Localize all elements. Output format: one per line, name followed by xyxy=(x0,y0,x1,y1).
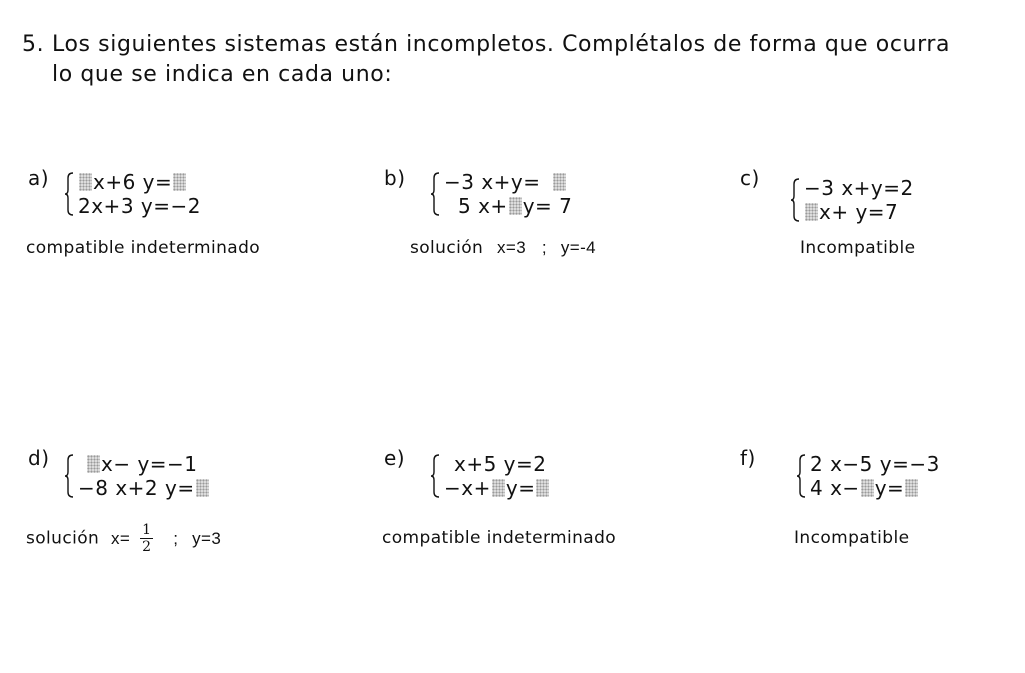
solution-y: y=3 xyxy=(192,528,222,548)
item-b-condition xyxy=(410,238,596,258)
item-f-eq2-post: y= xyxy=(874,476,905,500)
blank-box[interactable] xyxy=(87,455,100,473)
brace-icon xyxy=(796,454,806,498)
item-b-eq1-text: −3 x+y= xyxy=(444,170,541,194)
item-f-eq1-text: 2 x−5 y=−3 xyxy=(810,452,940,476)
item-a-eq2-text: 2x+3 y=−2 xyxy=(78,194,201,218)
blank-box[interactable] xyxy=(861,479,874,497)
item-e-eq2 xyxy=(444,476,550,500)
blank-box[interactable] xyxy=(905,479,918,497)
blank-box[interactable] xyxy=(173,173,186,191)
solution-x: x=3 xyxy=(497,238,527,257)
blank-box[interactable] xyxy=(805,203,818,221)
item-a-system xyxy=(64,170,201,218)
blank-box[interactable] xyxy=(536,479,549,497)
solution-separator: ; xyxy=(541,238,548,257)
item-a-condition: compatible indeterminado xyxy=(26,238,261,258)
fraction-denominator: 2 xyxy=(142,539,152,555)
item-a-eq1-text: x+6 y= xyxy=(93,170,173,194)
item-d-eq2 xyxy=(78,476,210,500)
solution-y: y=-4 xyxy=(560,238,597,257)
solution-x: x= xyxy=(111,528,131,548)
item-b-letter: b) xyxy=(384,166,406,190)
item-c-eq1-text: −3 x+y=2 xyxy=(804,176,914,200)
blank-box[interactable] xyxy=(79,173,92,191)
item-b-eq1 xyxy=(444,170,572,194)
brace-icon xyxy=(790,178,800,222)
item-f-system xyxy=(796,452,940,500)
item-b-eq2 xyxy=(444,194,572,218)
item-d-eq2-text: −8 x+2 y= xyxy=(78,476,195,500)
item-e-eq1-text: x+5 y=2 xyxy=(454,452,547,476)
solution-separator: ; xyxy=(173,528,179,548)
item-c-eq2-text: x+ y=7 xyxy=(819,200,899,224)
item-e-letter: e) xyxy=(384,446,406,470)
item-f-eq1 xyxy=(810,452,940,476)
item-d-condition xyxy=(26,522,221,555)
item-f-eq2 xyxy=(810,476,940,500)
item-b-system xyxy=(430,170,572,218)
item-e-eq2-post: y= xyxy=(505,476,536,500)
item-d-letter: d) xyxy=(28,446,50,470)
item-a-letter: a) xyxy=(28,166,50,190)
solution-label: solución xyxy=(410,238,484,258)
item-f-eq2-pre: 4 x− xyxy=(810,476,860,500)
item-c-eq2 xyxy=(804,200,914,224)
problem-line-1 xyxy=(22,30,1002,60)
item-e-system xyxy=(430,452,550,500)
brace-icon xyxy=(430,454,440,498)
item-d-eq1-text: x− y=−1 xyxy=(101,452,198,476)
item-b-eq2-pre: 5 x+ xyxy=(458,194,508,218)
item-e-condition: compatible indeterminado xyxy=(382,528,617,548)
problem-text-1: Los siguientes sistemas están incompletos. Complétalos de forma que ocurra xyxy=(52,32,951,57)
item-c-system xyxy=(790,176,914,224)
item-b-eq2-post: y= 7 xyxy=(522,194,573,218)
item-e-eq2-pre: −x+ xyxy=(444,476,491,500)
problem-statement xyxy=(22,30,1002,90)
solution-label: solución xyxy=(26,528,100,549)
brace-icon xyxy=(64,454,74,498)
item-d-eq1 xyxy=(78,452,210,476)
item-a-eq1 xyxy=(78,170,201,194)
item-a-eq2 xyxy=(78,194,201,218)
item-c-eq1 xyxy=(804,176,914,200)
problem-line-2: lo que se indica en cada uno: xyxy=(52,62,393,87)
fraction-numerator: 1 xyxy=(142,522,152,538)
item-f-letter: f) xyxy=(740,446,756,470)
blank-box[interactable] xyxy=(553,173,566,191)
problem-number: 5. xyxy=(22,32,45,57)
item-d-system xyxy=(64,452,210,500)
item-e-eq1 xyxy=(444,452,550,476)
fraction xyxy=(140,522,153,555)
brace-icon xyxy=(64,172,74,216)
brace-icon xyxy=(430,172,440,216)
item-c-condition: Incompatible xyxy=(800,238,916,258)
blank-box[interactable] xyxy=(492,479,505,497)
item-c-letter: c) xyxy=(740,166,760,190)
blank-box[interactable] xyxy=(509,197,522,215)
item-f-condition: Incompatible xyxy=(794,528,910,548)
blank-box[interactable] xyxy=(196,479,209,497)
